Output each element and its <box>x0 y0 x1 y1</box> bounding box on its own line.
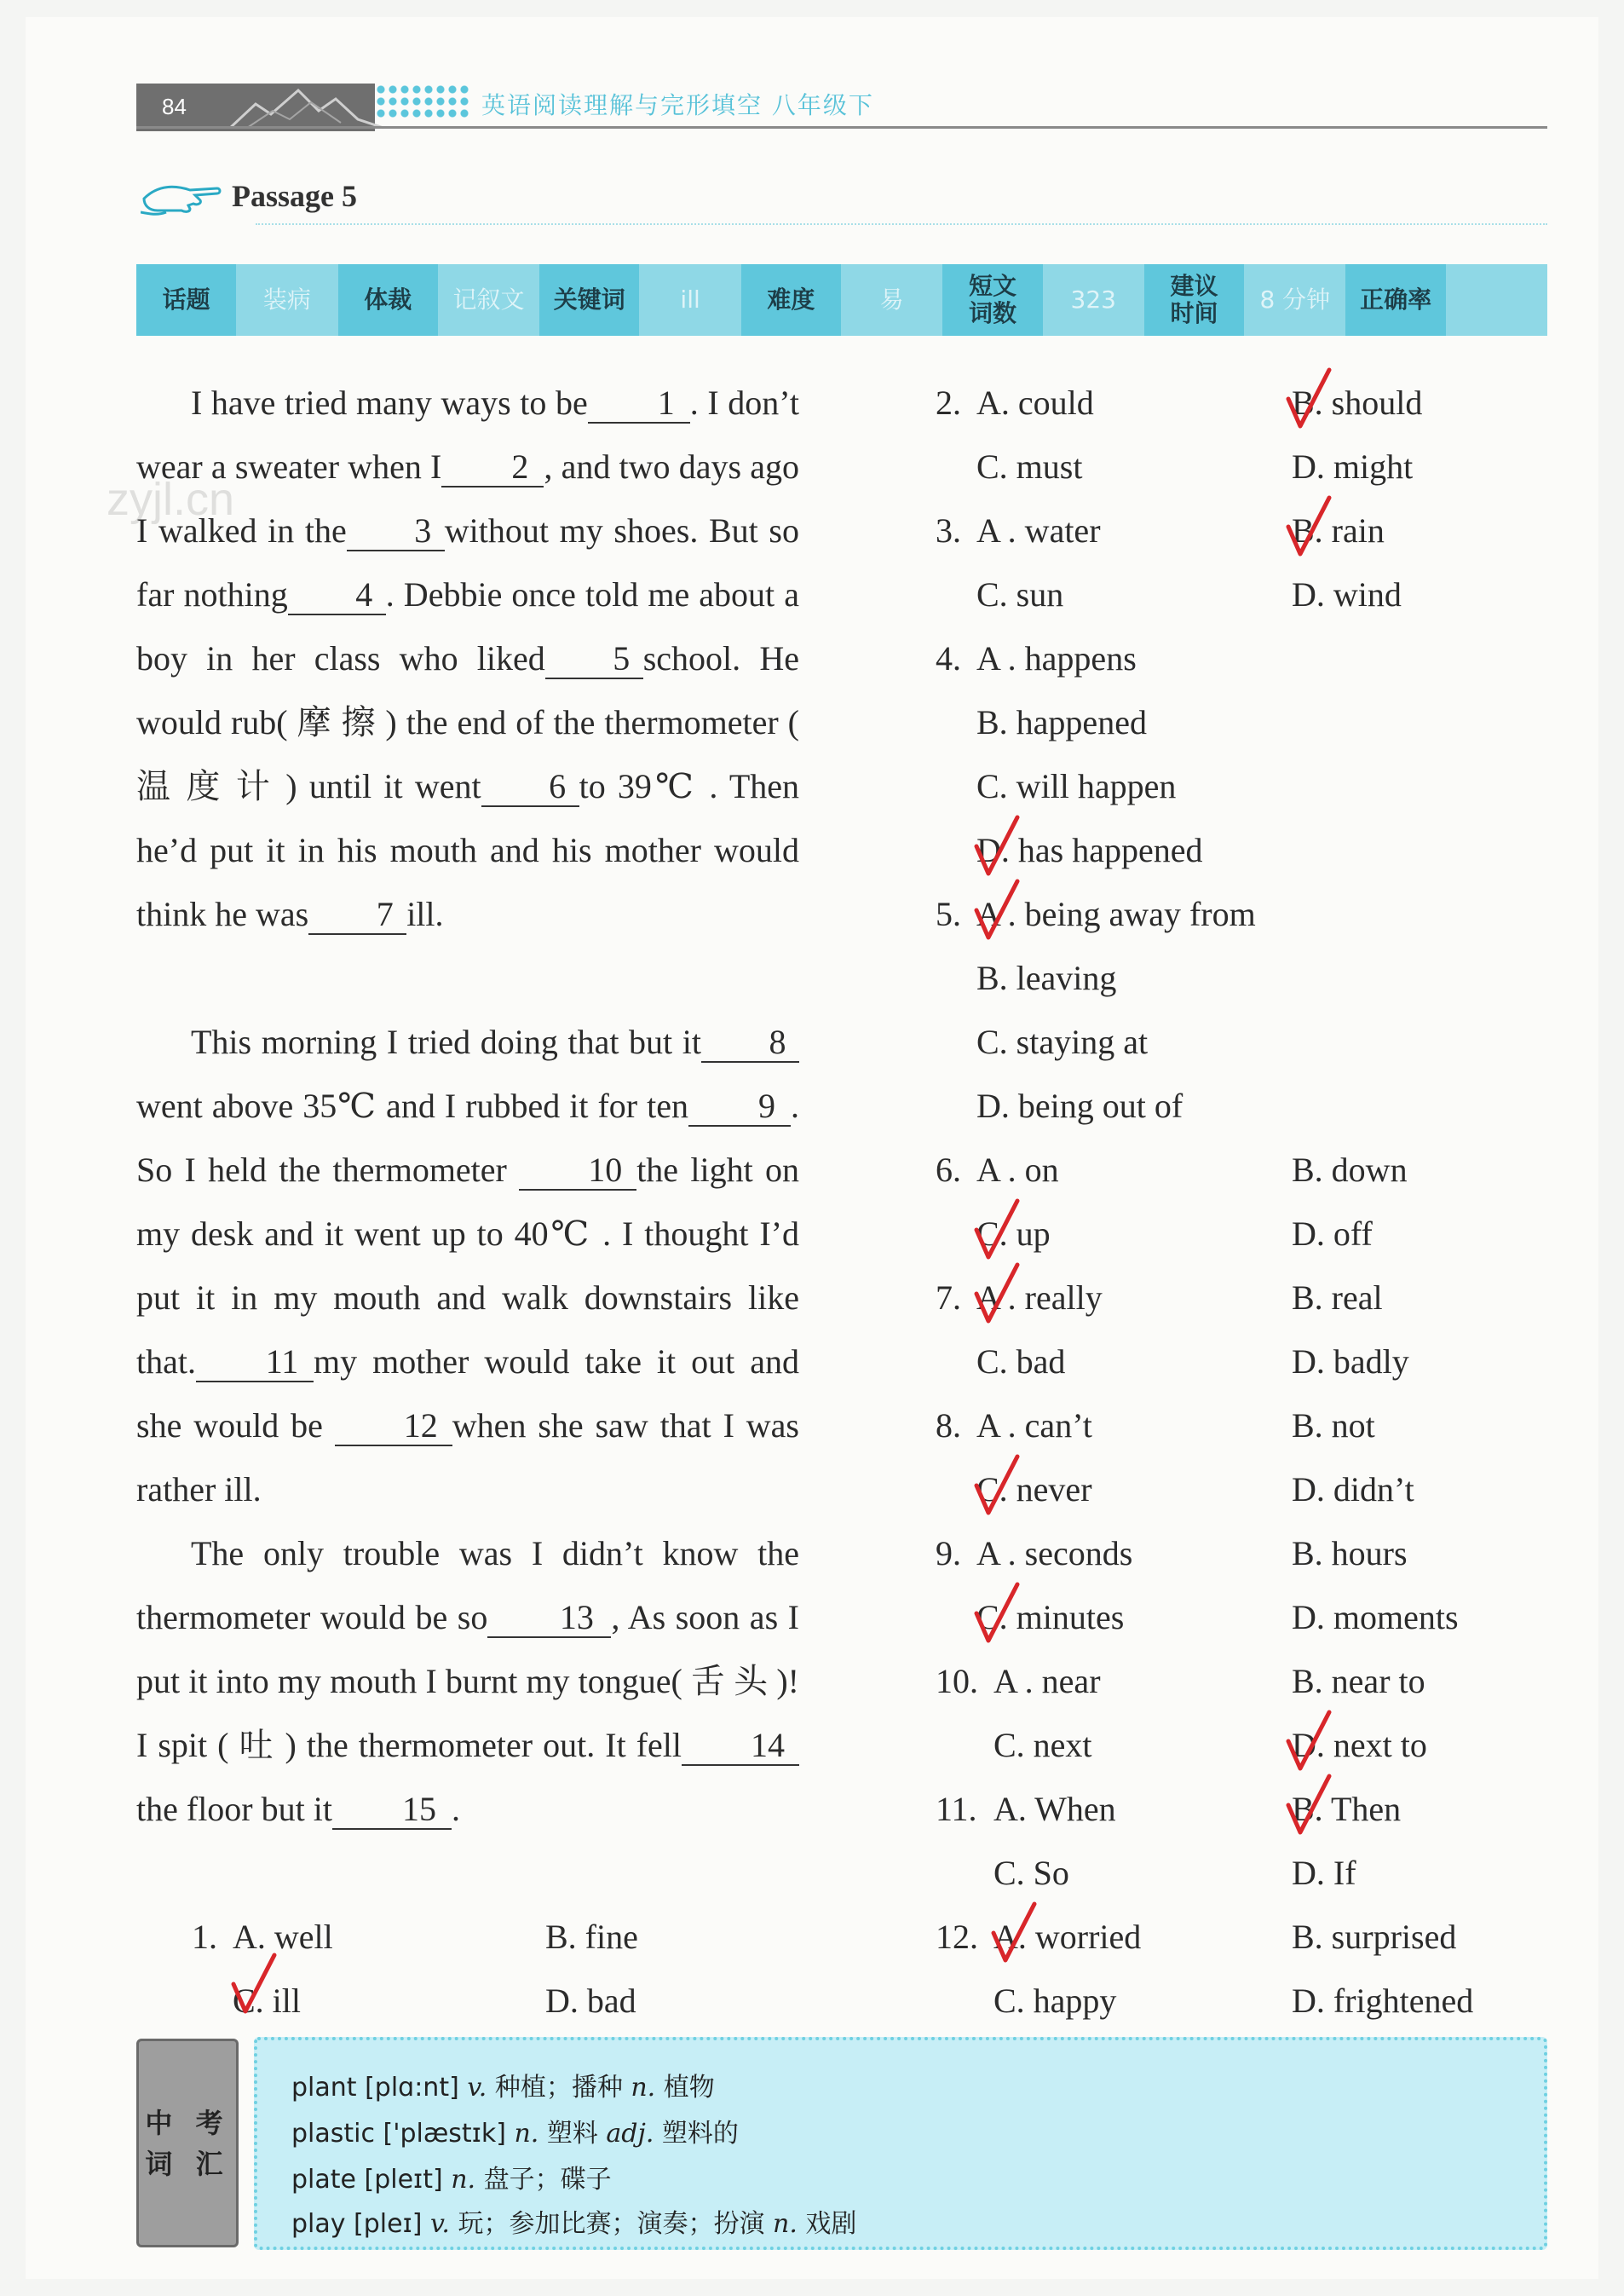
option-a[interactable]: A . being away from <box>976 895 1256 933</box>
option-a[interactable]: A. well <box>233 1918 333 1956</box>
question-row <box>936 1138 1549 1202</box>
vocab-side-label <box>136 2039 239 2247</box>
option-d[interactable]: D. next to <box>1292 1726 1427 1764</box>
vocab-word: plate [pleɪt] <box>291 2165 443 2195</box>
info-label-genre: 体裁 <box>338 264 438 336</box>
info-value-wordcount: 323 <box>1070 286 1116 314</box>
check-mark-icon <box>1285 366 1333 435</box>
option-b[interactable]: B. near to <box>1292 1662 1425 1700</box>
option-c[interactable]: C. happy <box>993 1982 1117 2020</box>
question-number: 6. <box>936 1151 961 1189</box>
text: the light on my desk and it went up to 40℃ . I thought I’d put it in my mouth and walk downstairs like that. <box>136 1151 800 1381</box>
passage-title: Passage 5 <box>232 179 357 213</box>
option-d[interactable]: D. off <box>1292 1214 1373 1253</box>
question-row <box>936 562 1549 626</box>
vocab-side-label-line-1: 中 考 <box>145 2106 230 2139</box>
question-row <box>936 882 1549 946</box>
option-b[interactable]: B. should <box>1292 384 1423 422</box>
blank-5: 5 <box>545 640 643 679</box>
option-c[interactable]: C. minutes <box>976 1598 1125 1636</box>
vocab-box <box>254 2037 1547 2250</box>
text: when she saw that I was rather ill. <box>136 1406 799 1509</box>
question-number: 11. <box>936 1790 977 1828</box>
blank-6: 6 <box>481 768 579 807</box>
check-mark-icon <box>990 1901 1038 1969</box>
vocab-def: 塑料的 <box>654 2119 739 2149</box>
question-row <box>936 1521 1549 1585</box>
text: . Debbie once told me about a boy in her class who liked <box>136 575 799 678</box>
question-row <box>936 1585 1549 1649</box>
blank-15: 15 <box>332 1791 452 1830</box>
question-row <box>936 1202 1549 1266</box>
option-b[interactable]: B. leaving <box>976 959 1117 997</box>
info-bar <box>136 264 1547 336</box>
vocab-pos: v. <box>467 2073 487 2103</box>
info-label-difficulty: 难度 <box>741 264 841 336</box>
info-label-accuracy: 正确率 <box>1345 264 1445 336</box>
option-a[interactable]: A . really <box>976 1278 1103 1317</box>
vocab-pos: n. <box>451 2165 476 2195</box>
question-row <box>936 1010 1549 1074</box>
text: . <box>451 1790 460 1828</box>
vocab-def: 种植；播种 <box>487 2073 631 2103</box>
option-a[interactable]: A . can’t <box>976 1406 1092 1445</box>
option-b[interactable]: B. happened <box>976 703 1147 741</box>
options-column <box>936 371 1549 2033</box>
question-number: 8. <box>936 1406 961 1445</box>
mountain-icon <box>230 85 383 130</box>
blank-12: 12 <box>335 1407 452 1446</box>
info-value-genre: 记叙文 <box>452 286 525 314</box>
option-a[interactable]: A . on <box>976 1151 1059 1189</box>
question-number: 2. <box>936 384 961 422</box>
check-mark-icon <box>973 1261 1021 1330</box>
option-d[interactable]: D. moments <box>1292 1598 1459 1636</box>
vocab-pos: n. <box>631 2073 656 2103</box>
option-d[interactable]: D. frightened <box>1292 1982 1474 2020</box>
option-d[interactable]: D. badly <box>1292 1342 1409 1381</box>
question-number: 10. <box>936 1662 978 1700</box>
blank-10: 10 <box>519 1151 636 1191</box>
question-number: 5. <box>936 895 961 933</box>
question-row <box>936 1649 1549 1713</box>
vocab-word: play [pleɪ] <box>291 2209 423 2239</box>
vocab-item <box>291 2202 856 2240</box>
vocab-item <box>291 2066 715 2103</box>
info-value-accuracy <box>1446 264 1547 336</box>
page-number: 84 <box>162 94 187 119</box>
watermark: zyjl.cn <box>107 474 235 525</box>
option-a[interactable]: A. worried <box>993 1918 1142 1956</box>
text: This morning I tried doing that but it <box>191 1023 701 1061</box>
info-value-difficulty: 易 <box>879 286 904 314</box>
text: to 39℃ . Then he’d put it in his mouth and his mother would think he was <box>136 767 800 933</box>
question-row <box>936 1074 1549 1138</box>
question-row <box>936 946 1549 1010</box>
info-label-keyword: 关键词 <box>539 264 639 336</box>
vocab-side-label-line-2: 词 汇 <box>145 2147 230 2180</box>
option-b[interactable]: B. down <box>1292 1151 1408 1189</box>
question-row <box>936 1777 1549 1841</box>
question-row <box>936 435 1549 499</box>
option-d[interactable]: D. might <box>1292 447 1414 486</box>
vocab-word: plastic ['plæstɪk] <box>291 2119 506 2149</box>
info-value-keyword: ill <box>680 286 700 314</box>
blank-4: 4 <box>288 576 386 615</box>
question-row <box>936 499 1549 562</box>
vocab-def: 戏剧 <box>797 2209 857 2239</box>
passage-heading <box>141 170 357 222</box>
option-d[interactable]: D. bad <box>545 1982 636 2020</box>
question-row <box>936 1393 1549 1457</box>
blank-8: 8 <box>701 1024 799 1063</box>
option-c[interactable]: C. bad <box>976 1342 1066 1381</box>
paragraph-1 <box>136 371 799 946</box>
text: , and two days ago I walked in the <box>136 447 799 550</box>
vocab-def: 植物 <box>655 2073 715 2103</box>
option-a[interactable]: A . seconds <box>976 1534 1133 1572</box>
option-b[interactable]: B. rain <box>1292 511 1385 550</box>
option-a[interactable]: A. could <box>976 384 1094 422</box>
text: . I don’t wear a sweater when I <box>136 384 800 486</box>
pointing-hand-icon <box>141 175 222 217</box>
check-mark-icon <box>230 1952 278 2020</box>
check-mark-icon <box>973 878 1021 946</box>
check-mark-icon <box>973 1453 1021 1521</box>
text: the floor but it <box>136 1790 332 1828</box>
question-row <box>936 371 1549 435</box>
option-d[interactable]: D. wind <box>1292 575 1402 614</box>
check-mark-icon <box>973 1581 1021 1649</box>
info-label-time: 建议 时间 <box>1144 264 1244 336</box>
text: . So I held the thermometer <box>136 1087 799 1189</box>
option-b[interactable]: B. surprised <box>1292 1918 1457 1956</box>
header-dots <box>375 84 469 121</box>
vocab-def: 塑料 <box>538 2119 607 2149</box>
text: I have tried many ways to be <box>191 384 588 422</box>
paragraph-2 <box>136 1010 799 1521</box>
option-c[interactable]: C. must <box>976 447 1083 486</box>
option-c[interactable]: C. ill <box>233 1982 302 2020</box>
question-number: 9. <box>936 1534 961 1572</box>
check-mark-icon <box>1285 1773 1333 1841</box>
blank-11: 11 <box>196 1343 314 1382</box>
check-mark-icon <box>973 814 1021 882</box>
check-mark-icon <box>1285 1709 1333 1777</box>
option-c[interactable]: C. So <box>993 1854 1069 1892</box>
option-c[interactable]: C. sun <box>976 575 1064 614</box>
info-value-time: 8 分钟 <box>1259 286 1331 314</box>
question-row <box>936 1713 1549 1777</box>
option-c[interactable]: C. up <box>976 1214 1051 1253</box>
option-c[interactable]: C. next <box>993 1726 1092 1764</box>
option-d[interactable]: D. has happened <box>976 831 1203 869</box>
option-b[interactable]: B. Then <box>1292 1790 1402 1828</box>
text: , As soon as I put it into my mouth I burnt my tongue( 舌 头 )! I spit ( 吐 ) the thermometer out. It fell <box>136 1598 800 1764</box>
blank-3: 3 <box>347 512 445 551</box>
blank-1: 1 <box>588 384 690 424</box>
question-row <box>936 754 1549 818</box>
text: The only trouble was I didn’t know the thermometer would be so <box>136 1534 799 1636</box>
option-b[interactable]: B. fine <box>545 1918 638 1956</box>
check-mark-icon <box>1285 494 1333 562</box>
option-b[interactable]: B. real <box>1292 1278 1383 1317</box>
blank-9: 9 <box>688 1087 791 1127</box>
question-row <box>936 690 1549 754</box>
text: went above 35℃ and I rubbed it for ten <box>136 1087 688 1125</box>
vocab-word: plant [plɑ:nt] <box>291 2073 459 2103</box>
header-rule <box>136 126 1547 129</box>
blank-14: 14 <box>682 1727 799 1766</box>
question-row <box>936 626 1549 690</box>
vocab-pos: n. <box>514 2119 539 2149</box>
text: without my shoes. But so far nothing <box>136 511 799 614</box>
option-c[interactable]: C. never <box>976 1470 1092 1509</box>
question-row <box>936 1841 1549 1905</box>
option-a[interactable]: A . near <box>993 1662 1101 1700</box>
question-number: 7. <box>936 1278 961 1317</box>
info-value-topic: 装病 <box>262 286 311 314</box>
question-row <box>936 1330 1549 1393</box>
vocab-pos: n. <box>773 2209 798 2239</box>
option-a[interactable]: A . water <box>976 511 1101 550</box>
text: my mother would take it out and she would be <box>136 1342 799 1445</box>
paragraph-3 <box>136 1521 799 1841</box>
option-d[interactable]: D. didn’t <box>1292 1470 1414 1509</box>
blank-7: 7 <box>308 896 406 935</box>
vocab-pos: v. <box>430 2209 450 2239</box>
info-label-topic: 话题 <box>136 264 236 336</box>
option-d[interactable]: D. being out of <box>976 1087 1183 1125</box>
vocab-pos: adj. <box>606 2119 654 2149</box>
question-number: 12. <box>936 1918 978 1956</box>
passage-rule <box>256 223 1547 225</box>
option-a[interactable]: A . happens <box>976 639 1137 678</box>
question-number: 3. <box>936 511 961 550</box>
text: school. He would rub( 摩 擦 ) the end of the thermometer ( 温 度 计 ) until it went <box>136 639 799 805</box>
vocab-def: 玩；参加比赛；演奏；扮演 <box>449 2209 774 2239</box>
option-c[interactable]: C. will happen <box>976 767 1177 805</box>
option-d[interactable]: D. If <box>1292 1854 1356 1892</box>
vocab-def: 盘子；碟子 <box>475 2165 612 2195</box>
option-a[interactable]: A. When <box>993 1790 1116 1828</box>
question-row <box>936 1266 1549 1330</box>
option-c[interactable]: C. staying at <box>976 1023 1149 1061</box>
blank-2: 2 <box>441 448 544 487</box>
question-number: 4. <box>936 639 961 678</box>
info-label-wordcount: 短文 词数 <box>942 264 1042 336</box>
vocab-item <box>291 2112 739 2149</box>
text: ill. <box>406 895 444 933</box>
check-mark-icon <box>973 1197 1021 1266</box>
option-b[interactable]: B. hours <box>1292 1534 1408 1572</box>
option-b[interactable]: B. not <box>1292 1406 1375 1445</box>
question-row <box>936 1457 1549 1521</box>
book-title: 英语阅读理解与完形填空 八年级下 <box>481 91 874 119</box>
vocab-item <box>291 2158 612 2195</box>
question-row <box>936 818 1549 882</box>
blank-13: 13 <box>487 1599 611 1638</box>
question-row <box>936 1969 1549 2033</box>
question-number: 1. <box>192 1918 217 1956</box>
